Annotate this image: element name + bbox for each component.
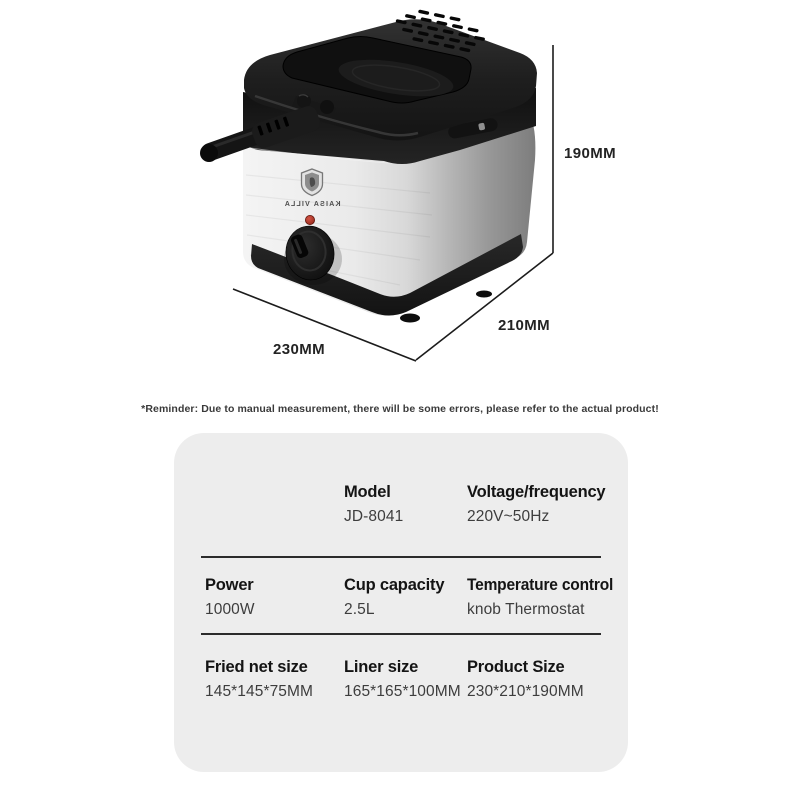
spec-value-voltage: 220V~50Hz — [467, 508, 550, 525]
brand-text-mirrored: KAISA VILLA — [283, 201, 341, 208]
spec-divider — [201, 556, 601, 558]
dimension-label-height: 190MM — [564, 145, 617, 162]
spec-value-temperature-control: knob Thermostat — [467, 601, 585, 618]
spec-label-voltage: Voltage/frequency — [467, 483, 606, 501]
spec-label-fried-net-size: Fried net size — [205, 658, 308, 676]
spec-cell-fried-net-size — [205, 658, 313, 701]
indicator-light — [305, 215, 314, 224]
spec-value-product-size: 230*210*190MM — [467, 683, 584, 700]
spec-cell-product-size — [467, 658, 584, 701]
spec-cell-model — [344, 483, 403, 526]
spec-value-liner-size: 165*165*100MM — [344, 683, 461, 700]
spec-label-cup-capacity: Cup capacity — [344, 576, 445, 594]
shield-logo-icon — [302, 169, 323, 196]
fryer-foot — [476, 291, 492, 298]
spec-value-power: 1000W — [205, 601, 255, 618]
spec-label-liner-size: Liner size — [344, 658, 419, 676]
spec-label-temperature-control: Temperature control — [467, 576, 614, 594]
dimension-label-width: 230MM — [273, 341, 326, 358]
spec-divider — [201, 633, 601, 635]
spec-panel — [174, 433, 628, 772]
spec-value-model: JD-8041 — [344, 508, 404, 525]
reminder-text: *Reminder: Due to manual measurement, there will be some errors, please refer to the actual product! — [141, 402, 659, 415]
spec-cell-temperature-control — [467, 576, 622, 619]
spec-cell-liner-size — [344, 658, 461, 701]
spec-cell-power — [205, 576, 255, 619]
dimension-label-depth: 210MM — [498, 317, 551, 334]
spec-cell-cup-capacity — [344, 576, 444, 619]
spec-value-cup-capacity: 2.5L — [344, 601, 375, 618]
spec-label-model: Model — [344, 483, 391, 501]
spec-label-power: Power — [205, 576, 254, 594]
spec-value-fried-net-size: 145*145*75MM — [205, 683, 314, 700]
hinge-knob — [320, 100, 334, 114]
spec-cell-voltage — [467, 483, 605, 526]
fryer-foot — [400, 314, 420, 323]
spec-label-product-size: Product Size — [467, 658, 565, 676]
